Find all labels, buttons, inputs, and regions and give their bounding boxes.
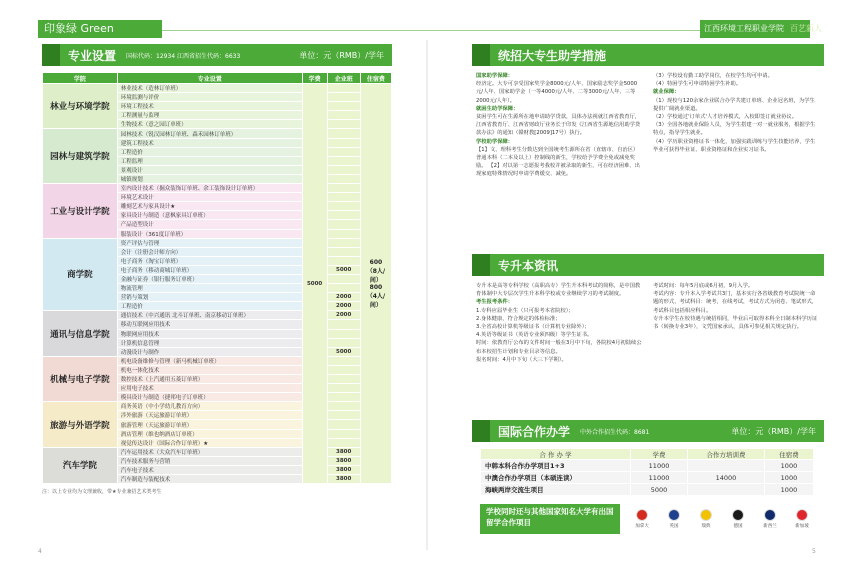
enterprise-fee [327, 320, 360, 329]
major-name: 商务英语（中小学幼儿教育方向） [117, 402, 302, 411]
country-flag [664, 509, 684, 529]
program-name: 中澳合作办学项目（本硕连读） [481, 472, 631, 484]
majors-unit: 单位：元（RMB）/学年 [299, 50, 384, 60]
major-name: 模具设计与制造（捷邦电子订单班） [117, 393, 302, 402]
college-name: 通讯与信息学院 [43, 311, 118, 356]
enterprise-fee [327, 329, 360, 338]
enterprise-fee [327, 365, 360, 374]
enterprise-fee [327, 184, 360, 193]
aid-right-column [653, 72, 820, 238]
upgrade-header [472, 254, 824, 276]
major-name: 汽车运用技术（大众汽车订单班） [117, 447, 302, 456]
upgrade-paragraph: 3.全省高校计算机等级证书（计算机专业除外）； [476, 324, 590, 331]
major-name: 电子商务（淘宝订单班） [117, 256, 302, 265]
major-name: 动漫设计与制作 [117, 347, 302, 356]
major-name: 环境工程技术 [117, 102, 302, 111]
enterprise-fee [327, 274, 360, 283]
enterprise-fee [327, 247, 360, 256]
enterprise-fee [327, 438, 360, 447]
intl-section [472, 420, 824, 534]
enterprise-fee: 3800 [327, 456, 360, 465]
majors-table [42, 72, 392, 484]
majors-title: 专业设置 [68, 48, 117, 63]
intl-body [481, 460, 814, 496]
major-name: 建筑工程技术 [117, 138, 302, 147]
major-name: 城镇规划 [117, 174, 302, 183]
country-name: 新加坡 [795, 524, 809, 529]
enterprise-fee [327, 156, 360, 165]
major-name: 物流管理 [117, 284, 302, 293]
table-row [43, 129, 392, 138]
col-header-major: 专业设置 [117, 73, 302, 84]
program-lodge: 1000 [764, 472, 813, 484]
intl-col-lodging: 住宿费 [764, 449, 813, 460]
major-name: 环境监测与评价 [117, 93, 302, 102]
college-name: 林业与环境学院 [43, 84, 118, 129]
country-name: 新西兰 [763, 524, 777, 529]
enterprise-fee [327, 129, 360, 138]
major-name: 环境艺术设计 [117, 193, 302, 202]
country-name: 瑞典 [701, 524, 711, 529]
enterprise-fee [327, 211, 360, 220]
program-lodge: 1000 [764, 484, 813, 496]
enterprise-fee [327, 429, 360, 438]
enterprise-fee [327, 284, 360, 293]
major-name: 服装设计（361度订单班） [117, 229, 302, 238]
intl-subtitle: 中外合作招生代码：8681 [580, 428, 650, 436]
upgrade-right-column [653, 282, 820, 406]
enterprise-fee [327, 111, 360, 120]
major-name: 家具设计与制造（意枫家具订单班） [117, 211, 302, 220]
enterprise-fee: 3800 [327, 465, 360, 474]
tuition-value: 5000 [302, 84, 327, 484]
page-number-right: 5 [812, 548, 816, 555]
major-name: 工程监理 [117, 156, 302, 165]
major-name: 工程造价 [117, 302, 302, 311]
brand-divider [162, 30, 702, 31]
majors-body [43, 84, 392, 484]
major-name: 物联网应用技术 [117, 329, 302, 338]
aid-header [472, 44, 824, 66]
aid-paragraph: （4）特困学生可申请特困学生补助。 [653, 81, 742, 88]
upgrade-paragraph: 专升本学生在校待遇与统招相同，毕业后可取得本科全日制本科学历证书（转换专业3年），文凭国家承认，具体可参见相关规定执行。 [653, 315, 818, 331]
table-row [43, 447, 392, 456]
aid-paragraph: 就业保障： [653, 89, 680, 96]
major-name: 机电一体化技术 [117, 365, 302, 374]
partner-row [480, 504, 824, 534]
major-name: 数控技术（上汽通用五菱订单班） [117, 375, 302, 384]
upgrade-section [472, 254, 824, 406]
program-name: 中韩本科合作办学项目1+3 [481, 460, 631, 472]
flag-icon [796, 509, 808, 521]
country-flag [792, 509, 812, 529]
major-name: 汽车技术服务与营销 [117, 456, 302, 465]
enterprise-fee [327, 375, 360, 384]
intl-header [472, 420, 824, 442]
program-fee: 11000 [631, 472, 688, 484]
major-name: 产品造型设计 [117, 220, 302, 229]
table-row [43, 84, 392, 93]
aid-left-column [476, 72, 643, 238]
enterprise-fee [327, 256, 360, 265]
intl-col-program: 合 作 办 学 [481, 449, 631, 460]
enterprise-fee [327, 193, 360, 202]
country-flags [620, 509, 812, 529]
col-header-tuition: 学费 [302, 73, 327, 84]
majors-header [42, 44, 392, 66]
country-flag [632, 509, 652, 529]
country-name: 加拿大 [635, 524, 649, 529]
upgrade-paragraph: 考试内容：专升本入学考试共3门，基本实行各省级教育考试院统一命题的形式，考试科目：统考，在线考试，考试方式为闭卷、笔试形式，考试科目包括相应科目。 [653, 291, 818, 314]
enterprise-fee: 5000 [327, 265, 360, 274]
program-train [688, 460, 765, 472]
table-row [43, 184, 392, 193]
major-name: 移动互联网应用技术 [117, 320, 302, 329]
major-name: 工程测量与监理 [117, 111, 302, 120]
col-header-enterprise: 企业班 [327, 73, 360, 84]
aid-subheading: 国家助学保障： [476, 73, 514, 79]
country-name: 德国 [733, 524, 743, 529]
right-page [472, 44, 824, 542]
school-name: 江西环境工程职业学院 [704, 24, 784, 33]
enterprise-fee [327, 229, 360, 238]
major-name: 园林技术（锐汉园林订单班、森禾园林订单班） [117, 129, 302, 138]
major-name: 视觉传达设计（国际合作订单班）★ [117, 438, 302, 447]
header-square [472, 420, 490, 442]
header-square [472, 254, 490, 276]
enterprise-fee [327, 202, 360, 211]
header-square [472, 44, 490, 66]
intl-unit: 单位：元（RMB）/学年 [731, 426, 816, 436]
major-name: 室内设计技术（掘众装饰订单班、余工装饰设计订单班） [117, 184, 302, 193]
upgrade-body [472, 276, 824, 406]
enterprise-fee [327, 420, 360, 429]
enterprise-fee [327, 120, 360, 129]
flag-icon [732, 509, 744, 521]
aid-title: 统招大专生助学措施 [498, 48, 607, 63]
college-name: 机械与电子学院 [43, 356, 118, 401]
enterprise-fee [327, 238, 360, 247]
program-fee: 11000 [631, 460, 688, 472]
page-gutter [426, 40, 428, 550]
upgrade-paragraph: 考试时间：每年5月底或6月初，9月入学。 [653, 283, 754, 289]
flag-icon [636, 509, 648, 521]
major-name: 金融与证券（银行服务订单班） [117, 274, 302, 283]
aid-paragraph: 经济定。大专可享受国家奖学金8000元/人年、国家励志奖学金5000元/人年、国家助学金（一等4000元/人年、二等3000元/人年、三等2000元/人年）。 [476, 81, 638, 104]
enterprise-fee [327, 411, 360, 420]
intl-table [480, 448, 814, 496]
major-name: 营销与策划 [117, 293, 302, 302]
aid-subheading: 就困生助学保障： [476, 105, 519, 112]
header-square [42, 44, 60, 66]
flag-icon [764, 509, 776, 521]
aid-paragraph: （1）现校与120余家企业联合办学共建订单班、企业冠名班，为学生提供广阔就业渠道。 [653, 97, 815, 112]
aid-subheading: 学校助学保障： [476, 138, 514, 145]
enterprise-fee [327, 356, 360, 365]
program-fee: 5000 [631, 484, 688, 496]
page-number-left: 4 [38, 548, 42, 555]
major-name: 旅游管理（天运旅游订单班） [117, 420, 302, 429]
enterprise-fee: 2000 [327, 311, 360, 320]
major-name: 汽车电子技术 [117, 465, 302, 474]
major-name: 汽车制造与装配技术 [117, 475, 302, 484]
program-name: 海峡两岸交流生项目 [481, 484, 631, 496]
enterprise-fee: 2000 [327, 293, 360, 302]
flag-icon [668, 509, 680, 521]
major-name: 资产评估与管理 [117, 238, 302, 247]
enterprise-fee [327, 402, 360, 411]
enterprise-fee [327, 165, 360, 174]
enterprise-fee [327, 338, 360, 347]
major-name: 机电设备维修与管理（新马机械订单班） [117, 356, 302, 365]
college-name: 旅游与外语学院 [43, 402, 118, 447]
intl-col-training: 合作方培训费 [688, 449, 765, 460]
program-train: 14000 [688, 472, 765, 484]
table-row [43, 311, 392, 320]
lodging-value: 600 （8人/间） 800 （4人/间） [360, 84, 391, 484]
school-logo [700, 20, 822, 38]
program-train [688, 484, 765, 496]
major-name: 电子商务（移动商城订单班） [117, 265, 302, 274]
table-row [481, 484, 814, 496]
enterprise-fee: 5000 [327, 347, 360, 356]
upgrade-paragraph: 报名时间：4月中下旬（大三下学期）。 [476, 356, 567, 363]
aid-section [472, 44, 824, 238]
college-name: 工业与设计学院 [43, 184, 118, 239]
enterprise-fee [327, 220, 360, 229]
major-name: 工程造价 [117, 147, 302, 156]
college-name: 汽车学院 [43, 447, 118, 483]
country-name: 英国 [669, 524, 679, 529]
country-flag [728, 509, 748, 529]
upgrade-paragraph: 时间：依教育厅公布的文件时间一般在3月中下旬，各院校4月初陆续公布本校招生计划和专业目录等信息。 [476, 340, 642, 355]
col-header-lodging: 住宿费 [360, 73, 391, 84]
partner-banner: 学校同时还与其他国家知名大学有出国留学合作项目 [480, 504, 620, 534]
major-name: 景观设计 [117, 165, 302, 174]
enterprise-fee [327, 84, 360, 93]
major-name: 酒店管理（维也纳酒店订单班） [117, 429, 302, 438]
aid-paragraph: （4）学历职业资格证书一体化，加强实践训练与学生技能培养，学生毕业可获得毕业证、职业资格证和企业实习证书。 [653, 138, 816, 153]
major-name: 通信技术（中兴通讯 北斗订单班、南京移动订单班） [117, 311, 302, 320]
major-name: 涉外旅游（天运旅游订单班） [117, 411, 302, 420]
aid-paragraph: 贫困学生可在生源所在地申请助学贷款，具体办法视就江西省教育厅，江西省教育厅、江西省财政厅业务长于印发《江西省生源地信用助学贷款办法》的通知（赣财教[2009]17号）执行。 [476, 114, 641, 137]
enterprise-fee: 3800 [327, 475, 360, 484]
major-name: 应用电子技术 [117, 384, 302, 393]
table-row [43, 402, 392, 411]
upgrade-left-column [476, 282, 643, 406]
major-name: 林业技术（造林订单班） [117, 84, 302, 93]
enterprise-fee [327, 147, 360, 156]
flag-icon [700, 509, 712, 521]
enterprise-fee: 2000 [327, 302, 360, 311]
aid-paragraph: （2）学校通过'订单式'人才培养模式，入校即签订就业协议。 [653, 114, 798, 121]
college-name: 园林与建筑学院 [43, 129, 118, 184]
enterprise-fee [327, 138, 360, 147]
enterprise-fee: 3800 [327, 447, 360, 456]
upgrade-paragraph: 考生报考条件： [476, 299, 514, 306]
enterprise-fee [327, 93, 360, 102]
aid-paragraph: 【1】文、理科考生分数达到全国统考生源所在省（直辖市、自治区）普通本科（二本及以上）控制线的新生，学校给予学费全免或减免奖励。 【2】对以第一志愿报考我校并被录取的新生，可在经济困难、出现家庭特殊情况时申请学费缓交、减免。 [476, 146, 640, 178]
brand-tag: 印象绿 Green [38, 20, 162, 38]
country-flag [760, 509, 780, 529]
upgrade-paragraph: 专升本是高等专科学校（高职高专）学生升本科考试的简称，是中国教育体制中大专层次学生升本科学校或专业继续学习的考试制度。 [476, 283, 641, 298]
enterprise-fee [327, 384, 360, 393]
enterprise-fee [327, 393, 360, 402]
left-page [42, 44, 392, 542]
upgrade-title: 专升本资讯 [498, 258, 559, 273]
major-name: 会计（注册会计师方向） [117, 247, 302, 256]
enterprise-fee [327, 174, 360, 183]
major-name: 计算机信息管理 [117, 338, 302, 347]
aid-paragraph: （3）学校设有勤工助学岗位，在校学生均可申请。 [653, 73, 773, 79]
col-header-college: 学院 [43, 73, 118, 84]
program-lodge: 1000 [764, 460, 813, 472]
aid-paragraph: （3）全国各地就业保险人员，为学生搭建一对一就业服务，根据学生特点，指导学生就业。 [653, 122, 816, 137]
table-row [43, 238, 392, 247]
table-row [481, 472, 814, 484]
major-name: 雕刻艺术与家具设计★ [117, 202, 302, 211]
major-name: 生物技术（意之园订单班） [117, 120, 302, 129]
upgrade-paragraph: 4.英语等级证书（英语专业须四级）等学生证书。 [476, 332, 593, 339]
majors-subtitle: 国标代码：12934 江西省招生代码：6633 [126, 52, 241, 60]
table-row [481, 460, 814, 472]
college-name: 商学院 [43, 238, 118, 311]
intl-title: 国际合作办学 [498, 424, 571, 439]
enterprise-fee [327, 102, 360, 111]
upgrade-paragraph: 2.身体健康，符合规定的体检标准； [476, 315, 561, 322]
intl-col-tuition: 学费 [631, 449, 688, 460]
majors-footnote: 注：以上专业均为文理兼收，带★专业兼招艺术类考生 [42, 489, 162, 496]
upgrade-paragraph: 1.专科应届毕业生（只可报考本省院校）； [476, 307, 574, 314]
aid-body [472, 66, 824, 238]
school-slogan: 百艺新人 [790, 24, 822, 33]
country-flag [696, 509, 716, 529]
table-row [43, 356, 392, 365]
